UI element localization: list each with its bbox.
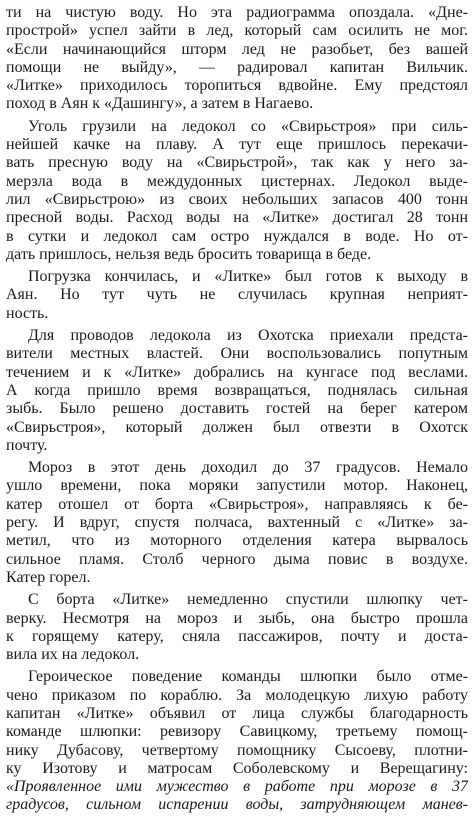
text-line: «Свирьстроя», который должен был отвезти в Охотск [6,418,468,436]
text-line: вать пресную воду на «Свирьстрой», так как у него за- [6,154,468,172]
text-line: верку. Несмотря на мороз и зыбь, она быстро прошла [6,609,468,627]
text-line: помощи не выйду», — радировал капитан Вильчик. [6,58,468,76]
document-page [6,4,468,819]
text-line: Уголь грузили на ледокол со «Свирьстроя» при силь- [28,117,468,135]
text-line: в сутки и ледокол сам остро нуждался в воде. Но от- [6,227,468,245]
paragraph-5 [6,459,468,587]
italic-quote-line: градусов, сильном испарении воды, затрудняющем манев- [6,796,468,814]
text-line: дать пришлось, нельзя ведь бросить товарища в беде. [6,245,372,263]
paragraph-6 [6,591,468,664]
text-line: «Литке» приходилось торопиться вдвойне. Ему предстоял [6,77,468,95]
text-line: ку Изотову и матросам Соболевскому и Верещагину: [6,759,468,777]
text-line: поход в Аян к «Дашингу», а затем в Нагаево. [6,95,314,113]
text-line: к горящему катеру, сняла пассажиров, почту и доста- [6,627,468,645]
text-line: почту. [6,436,48,454]
text-line: капитан «Литке» объявил от лица службы благодарность [6,704,468,722]
paragraph-3 [6,268,468,323]
text-line: Катер горел. [6,568,91,586]
text-line: А когда пришло время возвращаться, поднялась сильная [6,381,468,399]
text-line: катер отошел от борта «Свирьстроя», направляясь к бе- [6,495,468,513]
text-line: чено приказом по кораблю. За молодецкую лихую работу [6,686,468,704]
text-line: ность. [6,304,49,322]
text-line: метил, что из моторного отделения катера вырвалось [6,532,468,550]
text-line: команде шлюпки: ревизору Савицкому, третьему помощ- [6,723,468,741]
text-line: пресной воды. Расход воды на «Литке» достигал 28 тонн [6,209,468,227]
text-line: Аян. Но тут чуть не случилась крупная неприят- [6,286,468,304]
text-line: лил «Свирьстрою» из своих небольших запасов 400 тонн [6,190,468,208]
paragraph-4 [6,327,468,455]
text-line: Мороз в этот день доходил до 37 градусов. Немало [28,459,468,477]
paragraph-7 [6,668,468,814]
text-line: Для проводов ледокола из Охотска приехали предста- [28,327,468,345]
text-line: зыбь. Было решено доставить гостей на берег катером [6,400,468,418]
text-line: ушло времени, пока моряки запустили мотор. Наконец, [6,477,468,495]
text-line: мерзла вода в междудонных цистернах. Ледокол выде- [6,172,468,190]
text-line: регу. И вдруг, спустя полчаса, вахтенный с «Литке» за- [6,514,468,532]
text-line: С борта «Литке» немедленно спустили шлюпку чет- [28,591,468,609]
italic-quote-line: «Проявленное ими мужество в работе при морозе в 37 [6,778,468,796]
text-line: «Если начинающийся шторм лед не разобьет, без вашей [6,40,468,58]
text-line: ти на чистую воду. Но эта радиограмма опоздала. «Дне- [6,4,468,21]
text-line: нику Дубасову, четвертому помощнику Сысоеву, плотни- [6,741,468,759]
text-line: течением и к «Литке» добрались на кунгасе под веслами. [6,363,468,381]
text-line: нейшей качке на плаву. А тут еще пришлось перекачи- [6,136,468,154]
text-line: вители местных властей. Они воспользовались попутным [6,345,468,363]
text-line: сильное пламя. Столб черного дыма повис в воздухе. [6,550,468,568]
paragraph-1 [6,4,468,114]
text-line: прострой» успел зайти в лед, который сам осилить не мог. [6,22,468,40]
text-line: вила их на ледокол. [6,646,140,664]
paragraph-2 [6,118,468,264]
text-line: Погрузка кончилась, и «Литке» был готов к выходу в [28,268,468,286]
text-line: Героическое поведение команды шлюпки было отме- [28,668,468,686]
